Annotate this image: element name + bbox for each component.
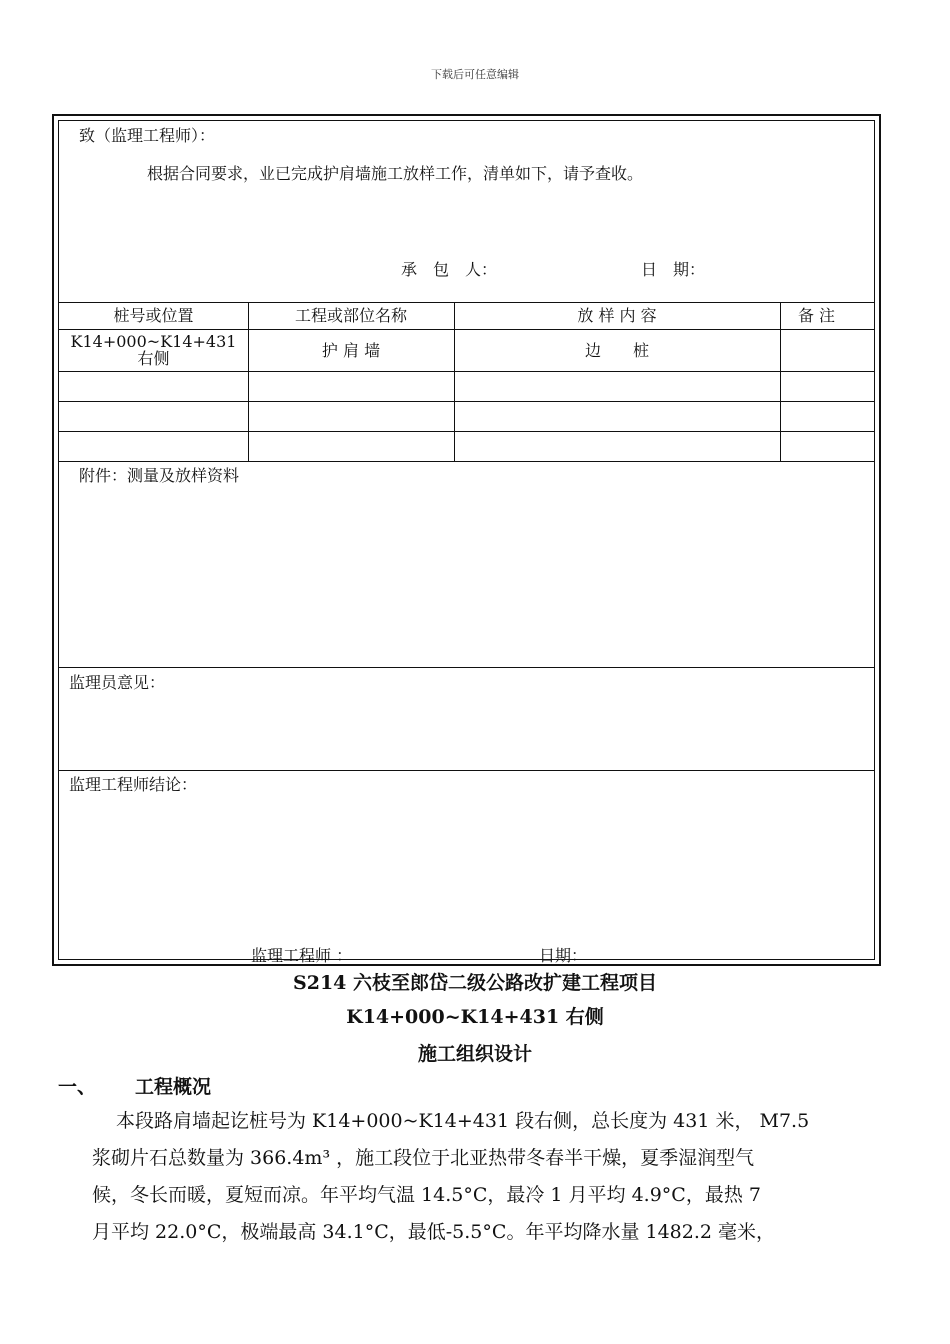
request-text: 根据合同要求，业已完成护肩墙施工放样工作，清单如下，请予查收。	[147, 164, 644, 183]
table-row-line	[59, 431, 874, 432]
section-title: 工程概况	[135, 1076, 212, 1098]
form-inner-border	[58, 120, 875, 965]
body-line: 候，冬长而暖，夏短而凉。年平均气温 14.5°C，最冷 1 月平均 4.9°C，最热 7	[92, 1184, 761, 1206]
doc-title-section: K14+000~K14+431 右侧	[346, 1006, 604, 1028]
doc-title-project: S214 六枝至郎岱二级公路改扩建工程项目	[293, 972, 657, 994]
table-bottom-line	[59, 461, 874, 462]
table-header-cell: 工程或部位名称	[294, 306, 407, 325]
table-row-line	[59, 401, 874, 402]
inspection-form	[52, 114, 881, 966]
table-header-cell: 放 样 内 容	[577, 306, 657, 325]
date-label: 日 期：	[641, 260, 706, 279]
page-header-note: 下载后可任意编辑	[431, 68, 519, 81]
table-cell-note	[780, 329, 853, 371]
body-line: 月平均 22.0°C，极端最高 34.1°C，最低-5.5°C。年平均降水量 1482.2 毫米，	[92, 1221, 775, 1243]
table-cell-content: 边 桩	[584, 340, 649, 360]
sign-date-label: 日期：	[539, 946, 588, 965]
doc-title-design: 施工组织设计	[417, 1043, 532, 1065]
body-line: 浆砌片石总数量为 366.4m³ ，施工段位于北亚热带冬春半干燥，夏季湿润型气	[92, 1147, 755, 1169]
contractor-label: 承 包 人：	[401, 260, 498, 279]
addressee-text: 致（监理工程师）：	[79, 126, 216, 145]
section-divider	[59, 770, 874, 771]
attachment-label: 附件：测量及放样资料	[79, 466, 240, 485]
table-header-cell: 桩号或位置	[113, 306, 194, 325]
engineer-sign-label: 监理工程师 ：	[251, 946, 353, 965]
engineer-conclusion-label: 监理工程师结论：	[69, 775, 198, 794]
table-row-line	[59, 371, 874, 372]
supervisor-opinion-label: 监理员意见：	[69, 673, 166, 692]
table-cell-part: 护 肩 墙	[321, 340, 381, 360]
section-number: 一、	[58, 1076, 97, 1098]
table-header-cell: 备 注	[797, 306, 836, 325]
table-cell-location: K14+000~K14+431 右侧	[70, 332, 237, 368]
section-divider	[59, 667, 874, 668]
body-line: 本段路肩墙起讫桩号为 K14+000~K14+431 段右侧，总长度为 431 米， M7.5	[116, 1110, 810, 1132]
